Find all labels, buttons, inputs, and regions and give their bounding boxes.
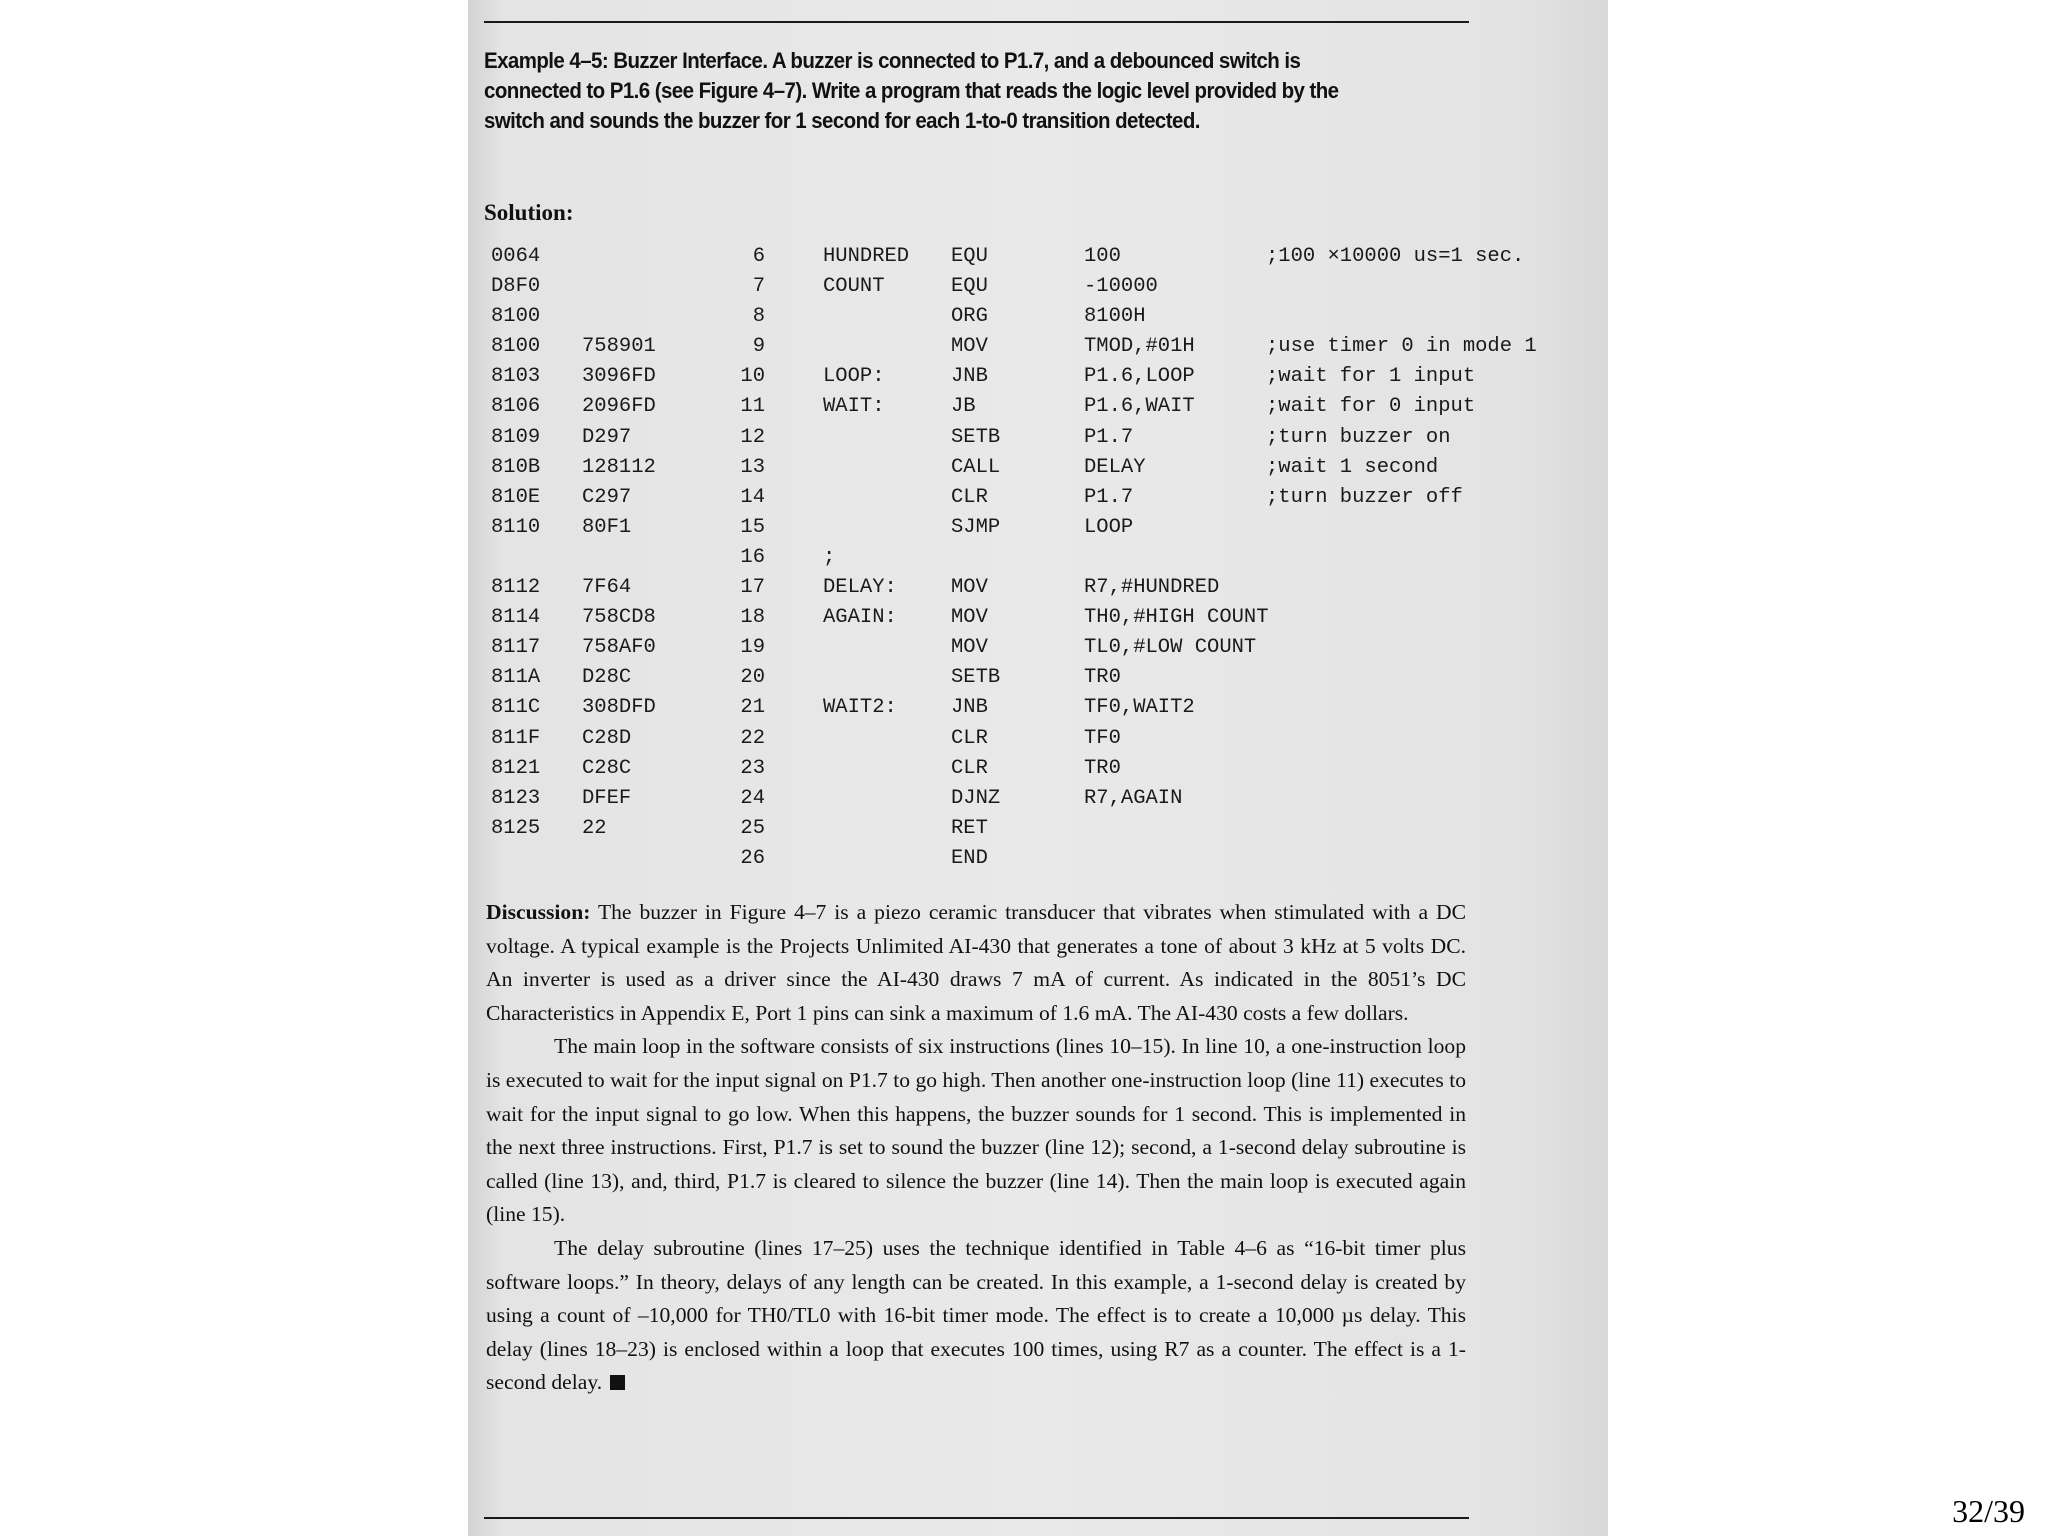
listing-label: WAIT: (823, 395, 885, 419)
listing-machine-code: C297 (582, 485, 632, 509)
listing-label: AGAIN: (823, 606, 897, 630)
listing-operand: P1.7 (1084, 425, 1134, 449)
listing-row (0, 514, 1608, 544)
listing-operand: DELAY (1084, 455, 1146, 479)
listing-address: 8100 (491, 335, 541, 359)
listing-machine-code: 308DFD (582, 696, 656, 720)
listing-line-number: 14 (740, 485, 765, 509)
listing-row (0, 484, 1608, 514)
listing-label: HUNDRED (823, 245, 910, 268)
listing-row (0, 454, 1608, 484)
listing-line-number: 25 (740, 816, 765, 840)
listing-line-number: 16 (740, 545, 765, 569)
listing-operand: P1.6,LOOP (1084, 365, 1195, 389)
listing-address: 811F (491, 726, 541, 750)
listing-mnemonic: CLR (951, 485, 988, 509)
listing-line-number: 21 (740, 696, 765, 720)
listing-row (0, 303, 1608, 333)
listing-row (0, 544, 1608, 574)
listing-comment: ;turn buzzer on (1266, 425, 1451, 449)
listing-row (0, 785, 1608, 815)
listing-line-number: 24 (740, 786, 765, 810)
listing-machine-code: 758901 (582, 335, 656, 359)
listing-line-number: 13 (740, 455, 765, 479)
listing-operand: R7,#HUNDRED (1084, 576, 1220, 600)
discussion-text (486, 896, 1466, 1400)
top-rule (484, 21, 1469, 23)
listing-mnemonic: JB (951, 395, 976, 419)
listing-machine-code: 128112 (582, 455, 656, 479)
listing-comment: ;100 ×10000 us=1 sec. (1266, 245, 1525, 268)
listing-address: 8109 (491, 425, 541, 449)
listing-row (0, 243, 1608, 273)
listing-mnemonic: MOV (951, 636, 988, 660)
listing-operand: TF0 (1084, 726, 1121, 750)
listing-mnemonic: CLR (951, 726, 988, 750)
listing-machine-code: 758AF0 (582, 636, 656, 660)
listing-mnemonic: SETB (951, 425, 1001, 449)
listing-mnemonic: CLR (951, 756, 988, 780)
listing-mnemonic: DJNZ (951, 786, 1001, 810)
listing-mnemonic: RET (951, 816, 988, 840)
listing-operand: 100 (1084, 245, 1121, 268)
discussion-paragraph-3-text: The delay subroutine (lines 17–25) uses the technique identified in Table 4–6 as “16-bit timer plus software loops.” In theory, delays of any length can be created. In this example, a 1-second delay is created by using a count of –10,000 for TH0/TL0 with 16-bit timer mode. The effect is to create a 10,000 µs delay. This delay (lines 18–23) is enclosed within a loop that executes 100 times, using R7 as a counter. The effect is a 1-second delay. (486, 1235, 1466, 1395)
discussion-paragraph (486, 896, 1466, 1030)
listing-address: 811A (491, 666, 541, 690)
listing-row (0, 424, 1608, 454)
listing-row (0, 815, 1608, 845)
listing-operand: P1.7 (1084, 485, 1134, 509)
listing-operand: TF0,WAIT2 (1084, 696, 1195, 720)
listing-mnemonic: JNB (951, 696, 988, 720)
listing-machine-code: 22 (582, 816, 607, 840)
listing-operand: P1.6,WAIT (1084, 395, 1195, 419)
listing-mnemonic: SETB (951, 666, 1001, 690)
assembly-listing (0, 243, 1608, 875)
listing-line-number: 15 (740, 515, 765, 539)
listing-operand: TL0,#LOW COUNT (1084, 636, 1257, 660)
listing-comment: ;wait 1 second (1266, 455, 1439, 479)
listing-row (0, 664, 1608, 694)
listing-mnemonic: MOV (951, 335, 988, 359)
listing-address: D8F0 (491, 275, 541, 299)
listing-operand: TH0,#HIGH COUNT (1084, 606, 1269, 630)
listing-mnemonic: EQU (951, 245, 988, 268)
listing-line-number: 6 (752, 245, 765, 268)
listing-mnemonic: CALL (951, 455, 1001, 479)
listing-line-number: 11 (740, 395, 765, 419)
listing-comment: ;turn buzzer off (1266, 485, 1463, 509)
listing-line-number: 18 (740, 606, 765, 630)
discussion-paragraph-1: The buzzer in Figure 4–7 is a piezo ceramic transducer that vibrates when stimulated with a DC voltage. A typical example is the Projects Unlimited AI-430 that generates a tone of about 3 kHz at 5 volts DC. An inverter is used as a driver since the AI-430 draws 7 mA of current. As indicated in the 8051’s DC Characteristics in Appendix E, Port 1 pins can sink a maximum of 1.6 mA. The AI-430 costs a few dollars. (486, 900, 1466, 1025)
listing-machine-code: 3096FD (582, 365, 656, 389)
listing-mnemonic: EQU (951, 275, 988, 299)
listing-machine-code: 80F1 (582, 515, 632, 539)
listing-address: 8106 (491, 395, 541, 419)
slide-counter: 32/39 (1952, 1493, 2025, 1529)
listing-operand: TR0 (1084, 666, 1121, 690)
bottom-rule (484, 1517, 1469, 1519)
listing-line-number: 10 (740, 365, 765, 389)
listing-mnemonic: JNB (951, 365, 988, 389)
listing-address: 8100 (491, 305, 541, 329)
end-of-example-mark (610, 1375, 625, 1390)
discussion-paragraph-2 (486, 1030, 1466, 1232)
discussion-paragraph-2-text: The main loop in the software consists of six instructions (lines 10–15). In line 10, a one-instruction loop is executed to wait for the input signal on P1.7 to go high. Then another one-instruction loop (line 11) executes to wait for the input signal to go low. When this happens, the buzzer sounds for 1 second. This is implemented in the next three instructions. First, P1.7 is set to sound the buzzer (line 12); second, a 1-second delay subroutine is called (line 13), and, third, P1.7 is cleared to silence the buzzer (line 14). Then the main loop is executed again (line 15). (486, 1034, 1466, 1227)
listing-label: WAIT2: (823, 696, 897, 720)
listing-operand: R7,AGAIN (1084, 786, 1183, 810)
listing-address: 8123 (491, 786, 541, 810)
listing-address: 8117 (491, 636, 541, 660)
listing-row (0, 755, 1608, 785)
listing-address: 8112 (491, 576, 541, 600)
listing-machine-code: C28C (582, 756, 632, 780)
example-heading: Example 4–5: Buzzer Interface. A buzzer is connected to P1.7, and a debounced switch is connected to P1.6 (see Figure 4–7). Write a program that reads the logic level provided by the switch and sounds the buzzer for 1 second for each 1-to-0 transition detected. (484, 48, 1339, 133)
listing-label: COUNT (823, 275, 885, 299)
listing-line-number: 12 (740, 425, 765, 449)
listing-machine-code: DFEF (582, 786, 632, 810)
listing-operand: -10000 (1084, 275, 1158, 299)
listing-address: 8121 (491, 756, 541, 780)
listing-row (0, 273, 1608, 303)
listing-machine-code: C28D (582, 726, 632, 750)
listing-line-number: 9 (752, 335, 765, 359)
listing-row (0, 333, 1608, 363)
listing-machine-code: 7F64 (582, 576, 632, 600)
listing-label: ; (823, 545, 836, 569)
listing-row (0, 574, 1608, 604)
listing-line-number: 23 (740, 756, 765, 780)
listing-address: 8114 (491, 606, 541, 630)
listing-row (0, 634, 1608, 664)
listing-row (0, 604, 1608, 634)
listing-machine-code: 758CD8 (582, 606, 656, 630)
listing-mnemonic: SJMP (951, 515, 1001, 539)
listing-line-number: 22 (740, 726, 765, 750)
listing-address: 0064 (491, 245, 541, 268)
listing-row (0, 694, 1608, 724)
listing-address: 8103 (491, 365, 541, 389)
listing-line-number: 20 (740, 666, 765, 690)
listing-comment: ;use timer 0 in mode 1 (1266, 335, 1537, 359)
listing-line-number: 19 (740, 636, 765, 660)
listing-row (0, 725, 1608, 755)
listing-operand: 8100H (1084, 305, 1146, 329)
listing-label: LOOP: (823, 365, 885, 389)
listing-row (0, 363, 1608, 393)
listing-mnemonic: MOV (951, 576, 988, 600)
listing-comment: ;wait for 1 input (1266, 365, 1476, 389)
listing-operand: TR0 (1084, 756, 1121, 780)
listing-operand: LOOP (1084, 515, 1134, 539)
discussion-label: Discussion: (486, 900, 591, 924)
listing-machine-code: D297 (582, 425, 632, 449)
listing-address: 8110 (491, 515, 541, 539)
listing-row (0, 845, 1608, 875)
listing-label: DELAY: (823, 576, 897, 600)
listing-mnemonic: ORG (951, 305, 988, 329)
listing-line-number: 8 (752, 305, 765, 329)
solution-label: Solution: (484, 200, 574, 225)
listing-comment: ;wait for 0 input (1266, 395, 1476, 419)
listing-line-number: 17 (740, 576, 765, 600)
listing-address: 810E (491, 485, 541, 509)
listing-address: 8125 (491, 816, 541, 840)
listing-line-number: 26 (740, 846, 765, 870)
listing-line-number: 7 (752, 275, 765, 299)
listing-row (0, 393, 1608, 423)
listing-address: 810B (491, 455, 541, 479)
listing-mnemonic: MOV (951, 606, 988, 630)
listing-machine-code: 2096FD (582, 395, 656, 419)
discussion-paragraph-3 (486, 1232, 1466, 1400)
listing-operand: TMOD,#01H (1084, 335, 1195, 359)
listing-address: 811C (491, 696, 541, 720)
listing-machine-code: D28C (582, 666, 632, 690)
listing-mnemonic: END (951, 846, 988, 870)
